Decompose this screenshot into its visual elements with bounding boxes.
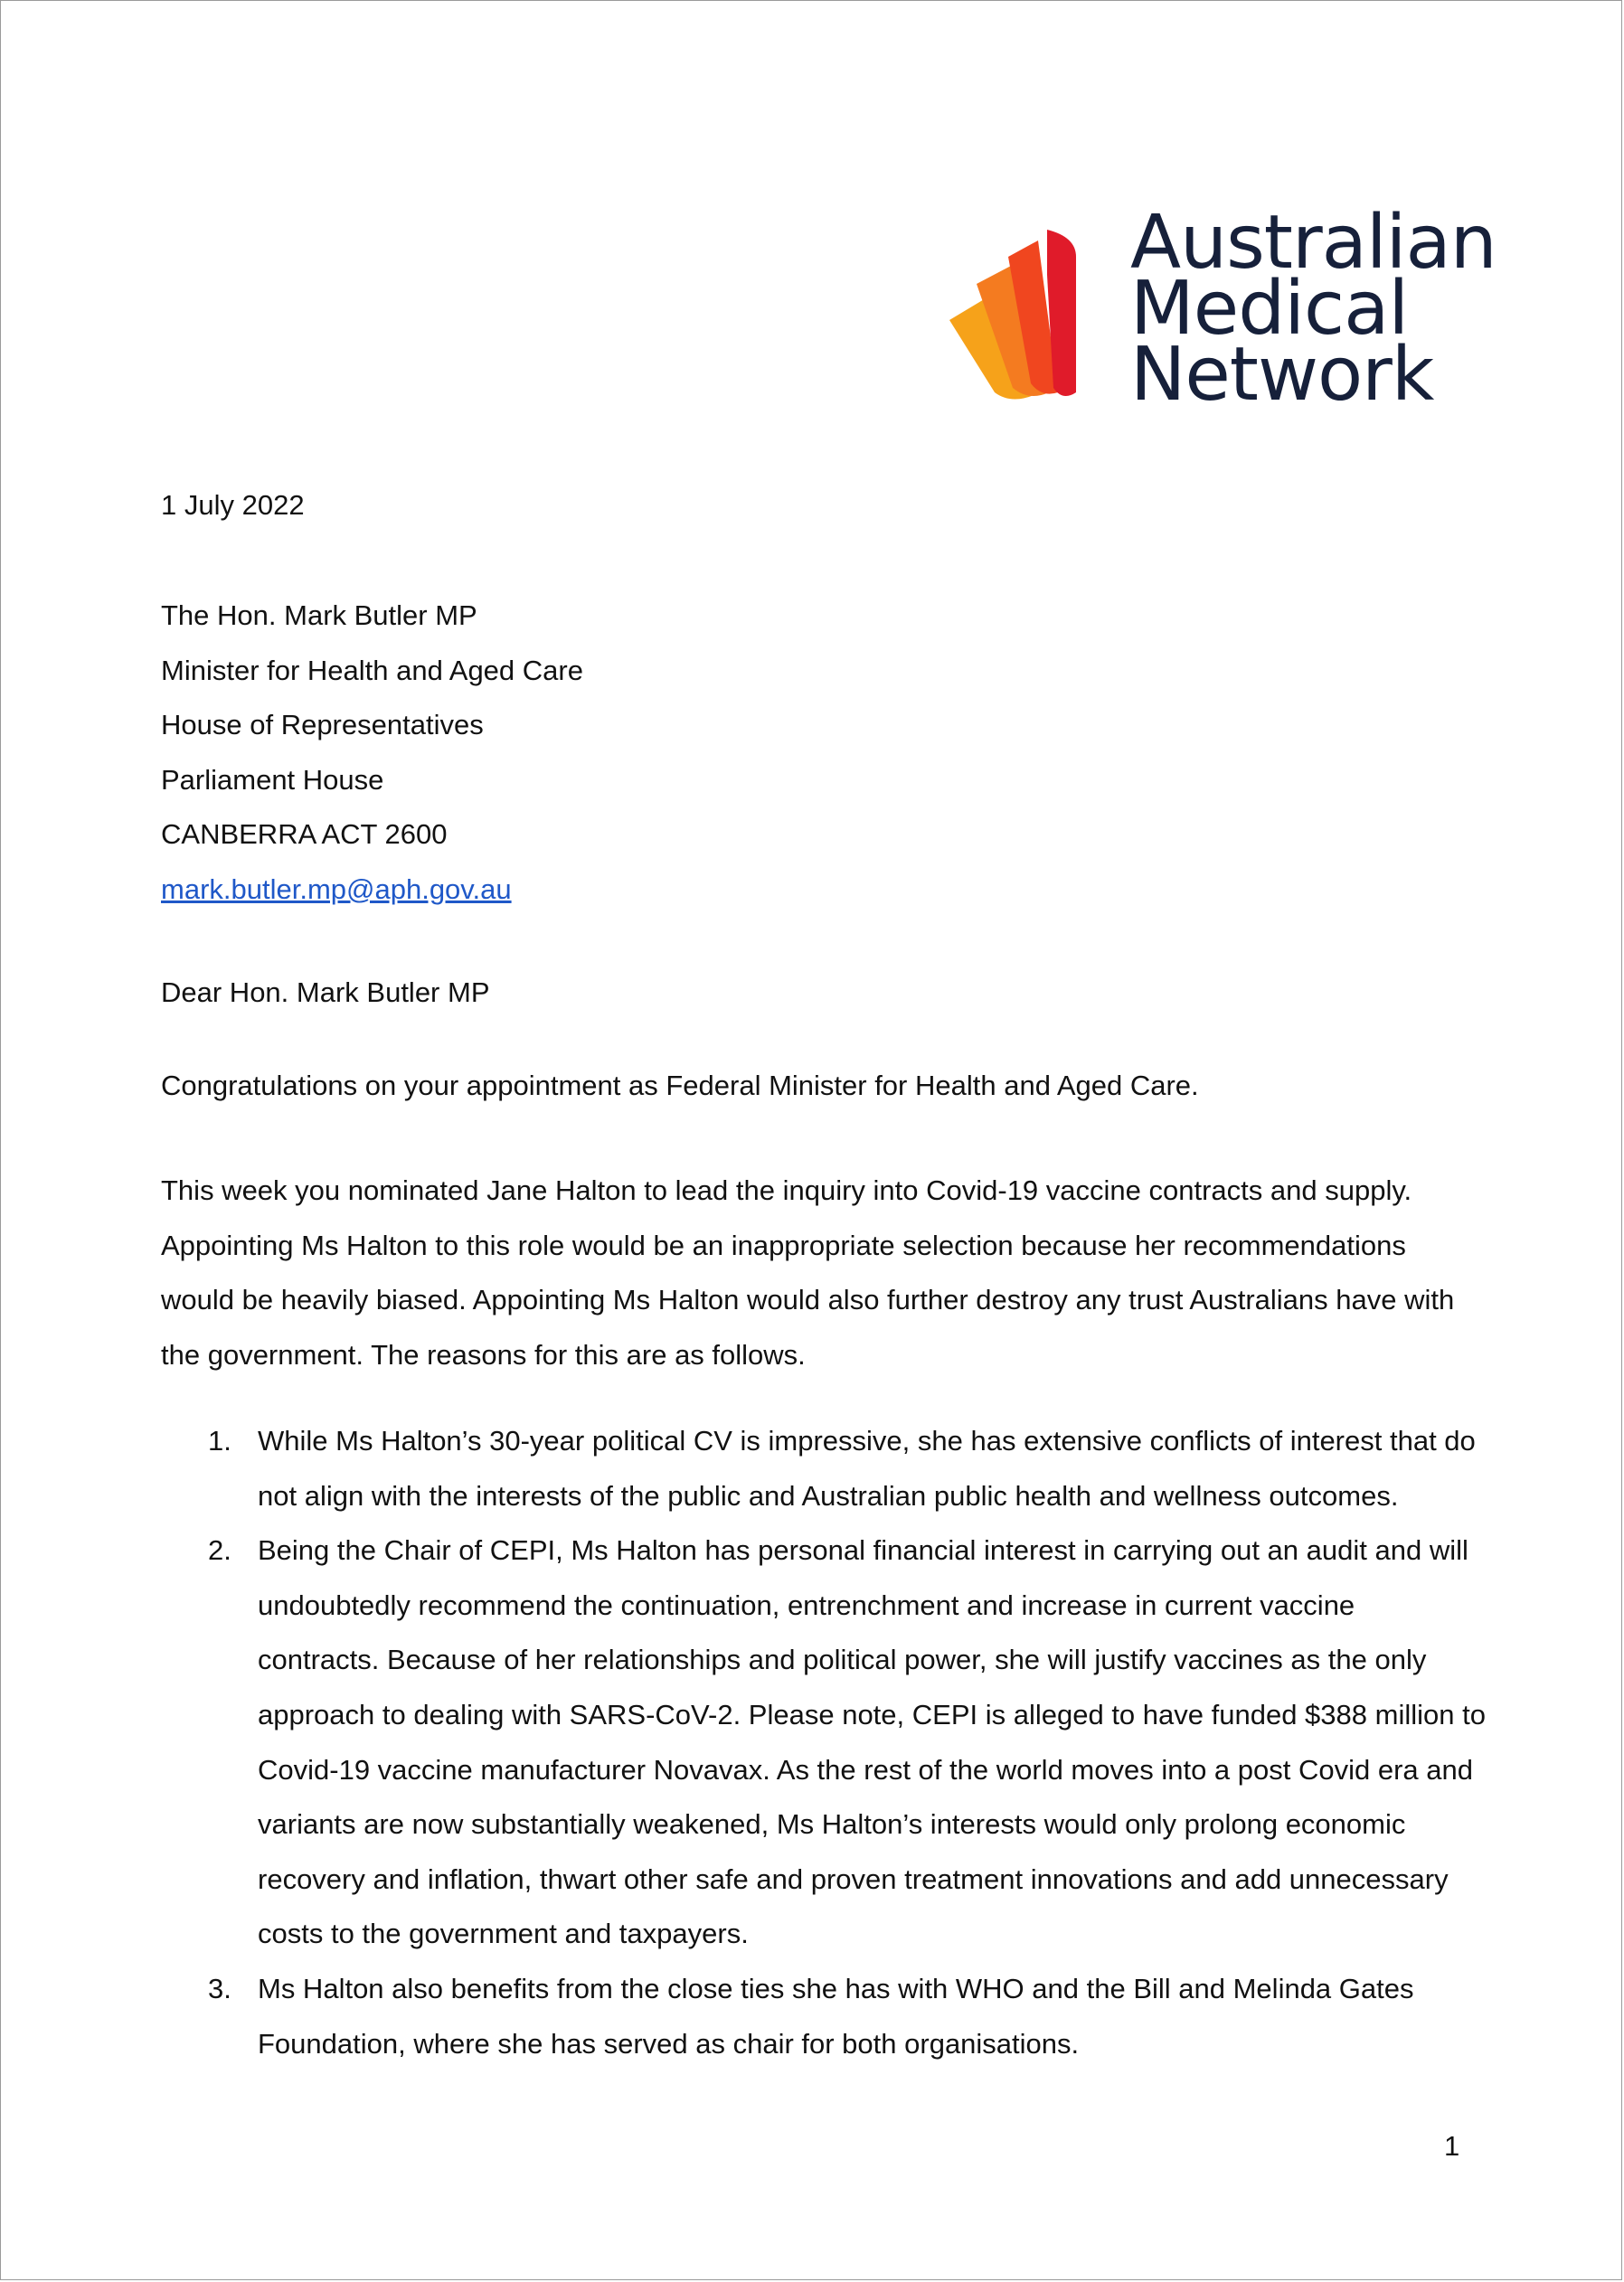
list-line: approach to dealing with SARS-CoV-2. Please note, CEPI is alleged to have funded $388 million to — [258, 1698, 1486, 1730]
logo-line-3: Network — [1130, 332, 1434, 418]
paragraph-line: would be heavily biased. Appointing Ms Halton would also further destroy any trust Australians have with — [161, 1284, 1455, 1316]
list-line: While Ms Halton’s 30-year political CV is impressive, she has extensive conflicts of interest that do — [258, 1425, 1476, 1457]
address-line-title: Minister for Health and Aged Care — [161, 654, 583, 686]
address-line-house: House of Representatives — [161, 709, 484, 741]
address-line-city: CANBERRA ACT 2600 — [161, 818, 448, 851]
logo-wordmark — [1130, 200, 1497, 418]
congratulations-line: Congratulations on your appointment as Federal Minister for Health and Aged Care. — [161, 1070, 1199, 1101]
address-line-name: The Hon. Mark Butler MP — [161, 599, 477, 631]
list-line: not align with the interests of the public and Australian public health and wellness outcomes. — [258, 1479, 1399, 1512]
list-number: 2. — [208, 1534, 231, 1567]
address-line-building: Parliament House — [161, 763, 384, 796]
list-line: Covid-19 vaccine manufacturer Novavax. As the rest of the world moves into a post Covid era and — [258, 1753, 1474, 1786]
list-item — [208, 1523, 1486, 1962]
fan-logo-icon — [940, 221, 1121, 410]
list-item — [208, 1414, 1474, 1523]
list-line: contracts. Because of her relationships and political power, she will justify vaccines as the only — [258, 1644, 1427, 1676]
salutation: Dear Hon. Mark Butler MP — [161, 976, 490, 1008]
recipient-address — [161, 589, 583, 918]
reasons-list — [208, 1414, 1486, 2071]
australian-medical-network-logo — [940, 200, 1497, 427]
list-line: variants are now substantially weakened, Ms Halton’s interests would only prolong economic — [258, 1808, 1406, 1841]
email-link[interactable]: mark.butler.mp@aph.gov.au — [161, 872, 512, 905]
list-item — [208, 1962, 1474, 2071]
intro-paragraph — [161, 1164, 1463, 1382]
list-line: costs to the government and taxpayers. — [258, 1918, 749, 1950]
paragraph-line: Appointing Ms Halton to this role would be an inappropriate selection because her recommendations — [161, 1229, 1406, 1261]
list-line: recovery and inflation, thwart other safe and proven treatment innovations and add unnecessary — [258, 1862, 1449, 1895]
list-number: 3. — [208, 1972, 231, 2004]
paragraph-line: This week you nominated Jane Halton to lead the inquiry into Covid-19 vaccine contracts and supply. — [161, 1174, 1412, 1206]
list-line: Ms Halton also benefits from the close ties she has with WHO and the Bill and Melinda Gates — [258, 1972, 1414, 2004]
list-line: Being the Chair of CEPI, Ms Halton has personal financial interest in carrying out an audit and will — [258, 1534, 1468, 1567]
list-number: 1. — [208, 1425, 231, 1457]
letter-date: 1 July 2022 — [161, 489, 305, 521]
logo-line-1: Australian — [1130, 200, 1497, 286]
page-number: 1 — [1444, 2130, 1460, 2162]
paragraph-line: the government. The reasons for this are as follows. — [161, 1338, 806, 1371]
list-line: Foundation, where she has served as chair for both organisations. — [258, 2027, 1080, 2060]
logo-line-2: Medical — [1130, 266, 1409, 352]
list-line: undoubtedly recommend the continuation, entrenchment and increase in current vaccine — [258, 1589, 1355, 1621]
